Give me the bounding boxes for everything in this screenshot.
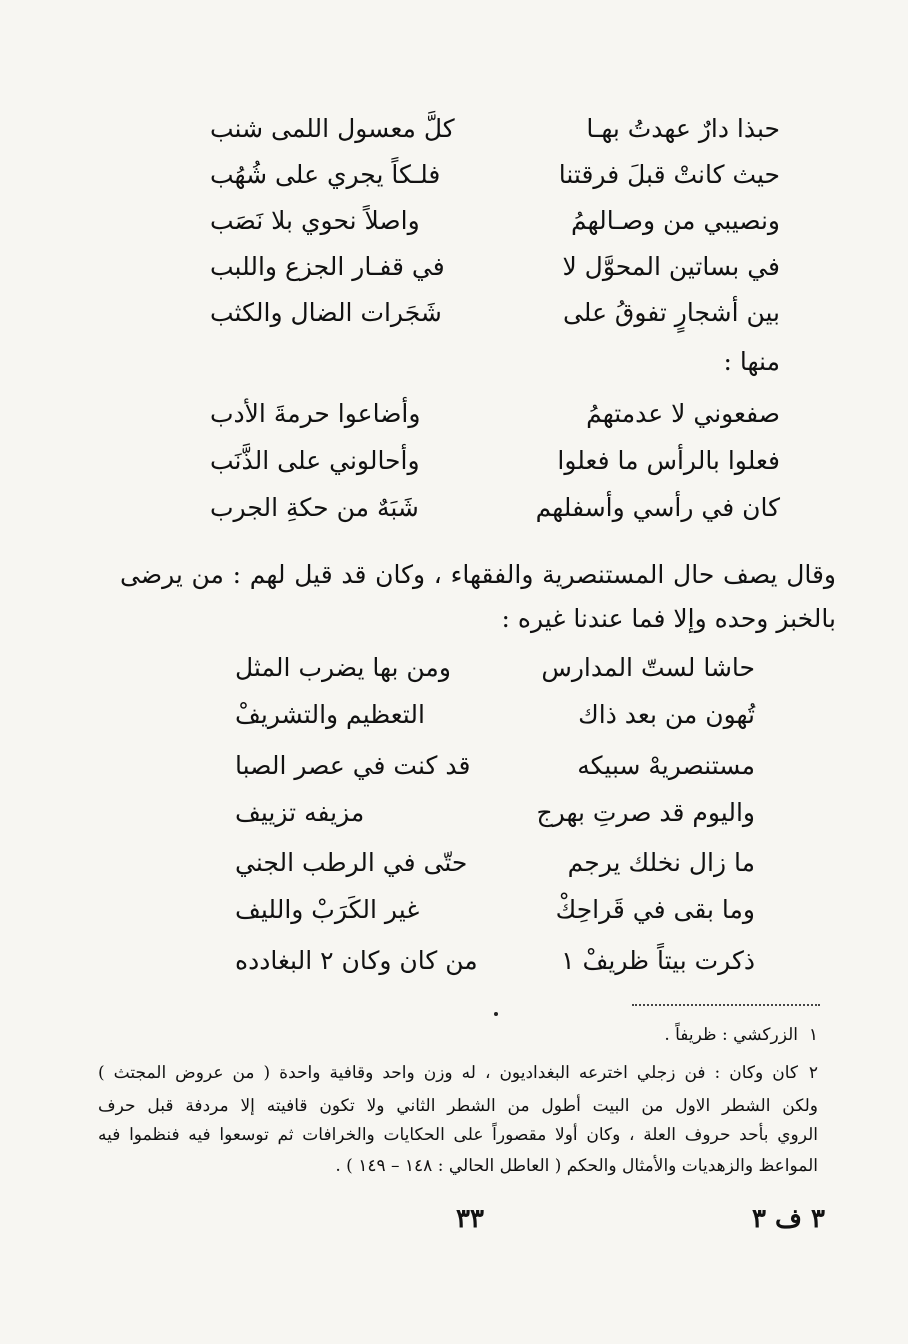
first-hemistich: ما زال نخلك يرجم: [567, 848, 755, 877]
first-hemistich: ذكرت بيتاً ظريفْ ١: [561, 946, 755, 975]
verse-line: [210, 396, 780, 432]
second-hemistich: قد كنت في عصر الصبا: [235, 751, 471, 780]
second-hemistich: وأضاعوا حرمةَ الأدب: [210, 399, 421, 428]
verse-line: [235, 748, 755, 784]
ink-speck: [494, 1012, 498, 1016]
second-hemistich: وأحالوني على الذَّنَب: [210, 446, 420, 475]
second-hemistich: واصلاً نحوي بلا نَصَب: [210, 206, 420, 235]
prose-line: بالخبز وحده وإلا فما عندنا غيره :: [501, 604, 836, 633]
first-hemistich: صفعوني لا عدمتهمُ: [586, 399, 780, 428]
verse-line: [210, 249, 780, 285]
second-hemistich: في قفـار الجزع واللبب: [210, 252, 445, 281]
verse-line: [235, 697, 755, 733]
first-hemistich: تُهون من بعد ذاك: [578, 700, 755, 729]
first-hemistich: ونصيبي من وصـالهمُ: [571, 206, 780, 235]
second-hemistich: كلَّ معسول اللمى شنب: [210, 114, 455, 143]
footnote-2: [98, 1060, 818, 1086]
footnote-1: [98, 1022, 818, 1048]
verse-line: [210, 157, 780, 193]
verse-line: [210, 295, 780, 331]
verse-line: [210, 111, 780, 147]
first-hemistich: مستنصريهْ سبيكه: [577, 751, 755, 780]
section-label: منها :: [723, 347, 780, 376]
footnote-text: الزركشي : ظريفاً .: [664, 1025, 798, 1045]
verse-line: [210, 490, 780, 526]
footnote-text: كان وكان : فن زجلي اخترعه البغداديون ، له وزن واحد وقافية واحدة ( من عروض المجتث ): [98, 1063, 798, 1083]
verse-line: [235, 892, 755, 928]
second-hemistich: غير الكَرَبْ والليف: [235, 895, 420, 924]
footnote-number: ٢: [808, 1063, 818, 1083]
second-hemistich: ومن بها يضرب المثل: [235, 653, 451, 682]
verse-line: [210, 443, 780, 479]
first-hemistich: في بساتين المحوَّل لا: [562, 252, 780, 281]
verse-line: [210, 203, 780, 239]
prose-line: وقال يصف حال المستنصرية والفقهاء ، وكان قد قيل لهم : من يرضى: [120, 560, 836, 589]
first-hemistich: حبذا دارٌ عهدتُ بهـا: [586, 114, 780, 143]
first-hemistich: حاشا لستّ المدارس: [541, 653, 755, 682]
first-hemistich: بين أشجارٍ تفوقُ على: [562, 298, 780, 327]
signature-mark: ٣ ف ٣: [752, 1204, 825, 1234]
first-hemistich: حيث كانتْ قبلَ فرقتنا: [558, 160, 780, 189]
verse-line: [235, 650, 755, 686]
verse-line: [235, 845, 755, 881]
second-hemistich: شَبَهٌ من حكةِ الجرب: [210, 493, 419, 522]
footnote-number: ١: [808, 1025, 818, 1045]
second-hemistich: مزيفه تزييف: [235, 798, 365, 827]
footnote-separator: [632, 1004, 820, 1006]
footnote-text: ولكن الشطر الاول من البيت أطول من الشطر الثاني ولا تكون قافيته إلا مردفة قبل حرف: [98, 1096, 818, 1116]
first-hemistich: كان في رأسي وأسفلهم: [535, 493, 780, 522]
second-hemistich: التعظيم والتشريفْ: [235, 700, 425, 729]
footnote-text: المواعظ والزهديات والأمثال والحكم ( العاطل الحالي : ١٤٨ – ١٤٩ ) .: [335, 1156, 818, 1176]
footnote-text: الروي بأحد حروف العلة ، وكان أولا مقصوراً على الحكايات والخرافات ثم توسعوا فيه فنظموا فيه: [98, 1125, 818, 1145]
verse-line: [235, 795, 755, 831]
second-hemistich: من كان وكان ٢ البغادده: [235, 946, 478, 975]
first-hemistich: وما بقى في قَراحِكْ: [555, 895, 755, 924]
second-hemistich: شَجَرات الضال والكثب: [210, 298, 442, 327]
page-number: ٣٣: [456, 1204, 484, 1234]
verse-line: [235, 943, 755, 979]
second-hemistich: فلـكاً يجري على شُهُب: [210, 160, 441, 189]
first-hemistich: واليوم قد صرتِ بهرج: [536, 798, 755, 827]
first-hemistich: فعلوا بالرأس ما فعلوا: [557, 446, 780, 475]
second-hemistich: حتّى في الرطب الجني: [235, 848, 468, 877]
